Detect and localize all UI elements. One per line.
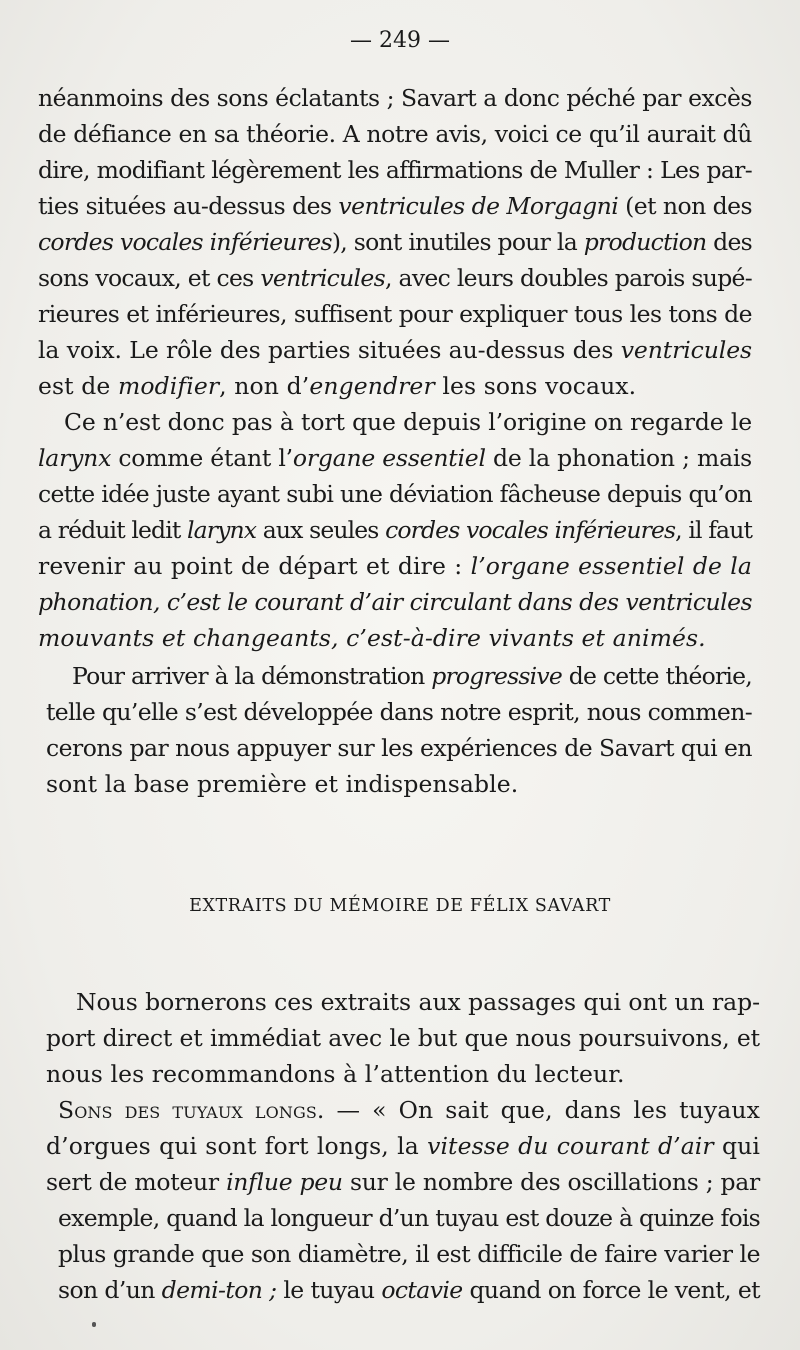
text-span: qui bbox=[713, 1132, 760, 1160]
text-line bbox=[46, 1128, 760, 1164]
text-line bbox=[38, 584, 752, 620]
text-line bbox=[46, 730, 752, 766]
ink-speck bbox=[92, 1322, 96, 1327]
text-span: ties situées au-dessus des bbox=[38, 192, 339, 220]
text-span: d’orgues qui sont fort longs, la bbox=[46, 1132, 428, 1160]
text-span: Ce n’est donc pas à tort que depuis l’origine on regarde le bbox=[64, 408, 752, 436]
text-line bbox=[38, 260, 752, 296]
text-line bbox=[46, 1164, 760, 1200]
text-span: Sons des tuyaux longs. bbox=[58, 1096, 325, 1124]
text-span: rieures et inférieures, suffisent pour expliquer tous les tons de bbox=[38, 300, 752, 328]
text-span: sur le nombre des oscillations ; par bbox=[342, 1168, 761, 1196]
text-span: , avec leurs doubles parois supé- bbox=[384, 264, 752, 292]
italic-span: modifier bbox=[118, 372, 220, 400]
italic-span: organe essentiel bbox=[292, 444, 486, 472]
text-line bbox=[38, 620, 706, 656]
italic-span: cordes vocales inférieures bbox=[38, 228, 332, 256]
text-line bbox=[46, 1020, 760, 1056]
text-line bbox=[38, 188, 752, 224]
text-span: dire, modifiant légèrement les affirmations de Muller : Les par- bbox=[38, 156, 752, 184]
text-span: néanmoins des sons éclatants ; Savart a donc péché par excès bbox=[38, 84, 752, 112]
italic-span: production bbox=[583, 228, 707, 256]
italic-span: larynx bbox=[187, 516, 257, 544]
italic-span: mouvants et changeants, c’est-à-dire vivants et animés. bbox=[38, 624, 706, 652]
text-span: de la phonation ; mais bbox=[485, 444, 752, 472]
italic-span: ventricules bbox=[260, 264, 385, 292]
text-span: nous les recommandons à l’attention du lecteur. bbox=[46, 1060, 625, 1088]
text-line bbox=[38, 332, 752, 368]
italic-span: phonation, c’est le courant d’air circulant dans des ventricules bbox=[38, 588, 752, 616]
text-line bbox=[46, 694, 752, 730]
text-line bbox=[72, 658, 752, 694]
text-span: quand on force le vent, et bbox=[462, 1276, 761, 1304]
text-line bbox=[38, 476, 752, 512]
text-line bbox=[38, 116, 752, 152]
text-span: des bbox=[706, 228, 752, 256]
text-line bbox=[58, 1272, 760, 1308]
text-span: le tuyau bbox=[276, 1276, 382, 1304]
text-span: revenir au point de départ et dire : bbox=[38, 552, 471, 580]
text-line bbox=[38, 224, 752, 260]
text-span: de défiance en sa théorie. A notre avis, voici ce qu’il aurait dû bbox=[38, 120, 753, 148]
text-span: Nous bornerons ces extraits aux passages qui ont un rap- bbox=[76, 988, 760, 1016]
text-span: port direct et immédiat avec le but que nous poursuivons, et bbox=[46, 1024, 760, 1052]
text-span: aux seules bbox=[256, 516, 386, 544]
text-line bbox=[46, 1056, 625, 1092]
text-line bbox=[38, 548, 752, 584]
italic-span: larynx bbox=[38, 444, 112, 472]
text-span: — « On sait que, dans les tuyaux bbox=[324, 1096, 760, 1124]
text-span: cerons par nous appuyer sur les expériences de Savart qui en bbox=[46, 734, 752, 762]
italic-span: ventricules de Morgagni bbox=[338, 192, 619, 220]
italic-span: engendrer bbox=[309, 372, 435, 400]
text-span: cette idée juste ayant subi une déviation fâcheuse depuis qu’on bbox=[38, 480, 752, 508]
text-span: telle qu’elle s’est développée dans notre esprit, nous commen- bbox=[46, 698, 752, 726]
text-span: ), sont inutiles pour la bbox=[331, 228, 584, 256]
text-line bbox=[58, 1092, 760, 1128]
text-span: est de bbox=[38, 372, 119, 400]
text-span: , il faut bbox=[675, 516, 753, 544]
text-span: a réduit ledit bbox=[38, 516, 187, 544]
italic-span: cordes vocales inférieures bbox=[385, 516, 676, 544]
text-span: sont la base première et indispensable. bbox=[46, 770, 519, 798]
text-span: sons vocaux, et ces bbox=[38, 264, 261, 292]
italic-span: demi-ton ; bbox=[161, 1276, 277, 1304]
text-span: , non d’ bbox=[219, 372, 310, 400]
text-span: plus grande que son diamètre, il est difficile de faire varier le bbox=[58, 1240, 760, 1268]
italic-span: progressive bbox=[431, 662, 563, 690]
text-line bbox=[46, 766, 518, 802]
italic-span: l’organe essentiel de la bbox=[470, 552, 753, 580]
text-span: les sons vocaux. bbox=[434, 372, 637, 400]
text-span: comme étant l’ bbox=[111, 444, 293, 472]
text-line bbox=[58, 1236, 760, 1272]
text-span: sert de moteur bbox=[46, 1168, 227, 1196]
text-span: de cette théorie, bbox=[562, 662, 752, 690]
text-span: son d’un bbox=[58, 1276, 162, 1304]
text-line bbox=[38, 80, 752, 116]
text-line bbox=[38, 512, 752, 548]
text-line bbox=[38, 152, 752, 188]
text-line bbox=[38, 296, 752, 332]
italic-span: influe peu bbox=[226, 1168, 343, 1196]
italic-span: vitesse du courant d’air bbox=[427, 1132, 714, 1160]
text-span: la voix. Le rôle des parties situées au-dessus des bbox=[38, 336, 621, 364]
text-span: (et non des bbox=[618, 192, 752, 220]
text-line bbox=[76, 984, 760, 1020]
section-heading: EXTRAITS DU MÉMOIRE DE FÉLIX SAVART bbox=[189, 896, 611, 916]
text-line bbox=[64, 404, 752, 440]
text-span: Pour arriver à la démonstration bbox=[72, 662, 432, 690]
italic-span: octavie bbox=[381, 1276, 463, 1304]
text-line bbox=[58, 1200, 760, 1236]
page-number: — 249 — bbox=[350, 28, 450, 53]
text-line bbox=[38, 368, 636, 404]
text-span: exemple, quand la longueur d’un tuyau est douze à quinze fois bbox=[58, 1204, 760, 1232]
text-line bbox=[38, 440, 752, 476]
italic-span: ventricules bbox=[620, 336, 752, 364]
